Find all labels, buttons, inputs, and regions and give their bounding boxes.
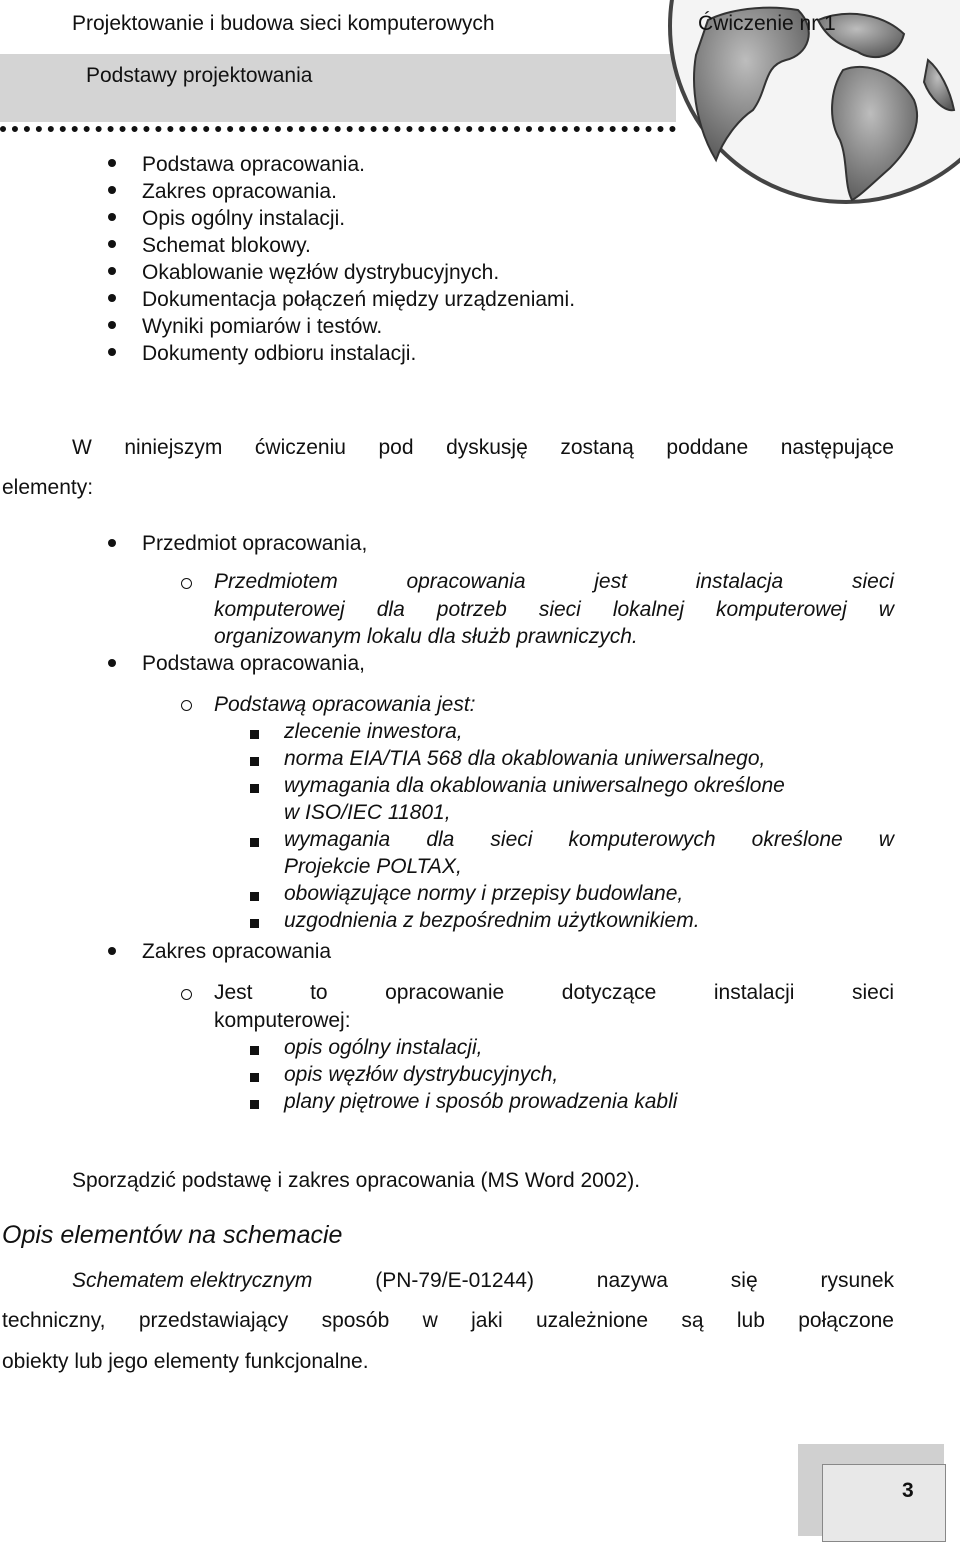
list-item-continuation: Projekcie POLTAX,	[284, 855, 462, 878]
square-bullet-icon	[250, 919, 259, 928]
section-title: Opis elementów na schemacie	[2, 1221, 343, 1249]
list-item: opis ogólny instalacji,	[284, 1036, 483, 1059]
list-item-continuation: w ISO/IEC 11801,	[284, 801, 451, 824]
list-item: wymagania dla okablowania uniwersalnego określone	[284, 774, 785, 797]
section3-lead-line-1	[214, 981, 894, 1005]
list-item	[284, 828, 894, 852]
word: rysunek	[820, 1269, 894, 1292]
word: W	[72, 436, 92, 459]
word: sieci	[851, 570, 894, 593]
list-item: Wyniki pomiarów i testów.	[142, 315, 383, 338]
header-exercise: Ćwiczenie nr 1	[698, 12, 836, 35]
section3-lead-line-2: komputerowej:	[214, 1009, 351, 1032]
list-item: Dokumentacja połączeń między urządzeniami.	[142, 288, 576, 311]
definition-line-3: obiekty lub jego elementy funkcjonalne.	[2, 1350, 369, 1373]
page-number: 3	[902, 1479, 914, 1502]
bullet-icon	[108, 659, 116, 667]
word: opracowania	[406, 570, 526, 593]
definition-line-2	[2, 1309, 894, 1333]
list-item: uzgodnienia z bezpośrednim użytkownikiem.	[284, 909, 700, 932]
word: w	[878, 598, 894, 621]
bullet-icon	[108, 348, 116, 356]
word: uzależnione	[535, 1309, 649, 1332]
word: dyskusję	[446, 436, 528, 459]
list-item: Opis ogólny instalacji.	[142, 207, 346, 230]
bullet-icon	[108, 947, 116, 955]
list-item: Zakres opracowania.	[142, 180, 337, 203]
list-item: Dokumenty odbioru instalacji.	[142, 342, 417, 365]
definition-line-1	[72, 1269, 894, 1293]
word: lokalnej	[612, 598, 685, 621]
list-item: opis węzłów dystrybucyjnych,	[284, 1063, 559, 1086]
circle-bullet-icon	[181, 700, 192, 711]
bullet-icon	[108, 294, 116, 302]
list-item: zlecenie inwestora,	[284, 720, 463, 743]
word: dla	[426, 828, 455, 851]
square-bullet-icon	[250, 757, 259, 766]
page-number-box	[822, 1464, 946, 1542]
square-bullet-icon	[250, 730, 259, 739]
word: określone	[751, 828, 843, 851]
header-subtitle: Podstawy projektowania	[86, 64, 313, 87]
word: sieci	[851, 981, 894, 1004]
word: opracowanie	[385, 981, 505, 1004]
list-item: obowiązujące normy i przepisy budowlane,	[284, 882, 684, 905]
word: instalacji	[713, 981, 795, 1004]
bullet-icon	[108, 539, 116, 547]
word: potrzeb	[436, 598, 507, 621]
header-dotted-rule	[0, 126, 676, 132]
task-instruction: Sporządzić podstawę i zakres opracowania (MS Word 2002).	[72, 1169, 641, 1192]
section2-lead: Podstawą opracowania jest:	[214, 693, 476, 716]
section1-line-1	[214, 570, 894, 594]
word: sposób	[321, 1309, 390, 1332]
word: jest	[594, 570, 627, 593]
circle-bullet-icon	[181, 578, 192, 589]
word: się	[730, 1269, 758, 1292]
list-item: plany piętrowe i sposób prowadzenia kabli	[284, 1090, 678, 1113]
square-bullet-icon	[250, 1100, 259, 1109]
bullet-icon	[108, 321, 116, 329]
word: to	[310, 981, 328, 1004]
section-heading: Podstawa opracowania,	[142, 652, 365, 675]
word: instalacja	[695, 570, 784, 593]
word: komputerowych	[568, 828, 716, 851]
circle-bullet-icon	[181, 989, 192, 1000]
word: (PN-79/E-01244)	[375, 1269, 534, 1292]
term: Schematem elektrycznym	[72, 1269, 313, 1292]
square-bullet-icon	[250, 838, 259, 847]
section1-line-3: organizowanym lokalu dla służb prawniczych.	[214, 625, 638, 648]
list-item: Schemat blokowy.	[142, 234, 311, 257]
list-item: norma EIA/TIA 568 dla okablowania uniwersalnego,	[284, 747, 766, 770]
word: przedstawiający	[138, 1309, 289, 1332]
intro-line-1	[72, 436, 894, 460]
word: techniczny,	[2, 1309, 106, 1332]
header-title: Projektowanie i budowa sieci komputerowych	[72, 12, 495, 35]
list-item: Okablowanie węzłów dystrybucyjnych.	[142, 261, 500, 284]
word: dla	[376, 598, 405, 621]
word: są	[681, 1309, 704, 1332]
bullet-icon	[108, 240, 116, 248]
word: wymagania	[284, 828, 391, 851]
section1-line-2	[214, 598, 894, 622]
bullet-icon	[108, 213, 116, 221]
word: Przedmiotem	[214, 570, 338, 593]
word: Jest	[214, 981, 253, 1004]
word: poddane	[666, 436, 749, 459]
bullet-icon	[108, 159, 116, 167]
word: zostaną	[560, 436, 634, 459]
word: nazywa	[596, 1269, 668, 1292]
word: w	[422, 1309, 438, 1332]
word: w	[878, 828, 894, 851]
section-heading: Przedmiot opracowania,	[142, 532, 368, 555]
word: dotyczące	[561, 981, 657, 1004]
bullet-icon	[108, 267, 116, 275]
section-heading: Zakres opracowania	[142, 940, 332, 963]
word: jaki	[471, 1309, 503, 1332]
word: komputerowej	[214, 598, 345, 621]
word: następujące	[780, 436, 894, 459]
intro-line-2: elementy:	[2, 476, 94, 499]
word: sieci	[538, 598, 581, 621]
word: ćwiczeniu	[254, 436, 346, 459]
word: niniejszym	[124, 436, 223, 459]
word: sieci	[490, 828, 533, 851]
bullet-icon	[108, 186, 116, 194]
square-bullet-icon	[250, 1046, 259, 1055]
square-bullet-icon	[250, 1073, 259, 1082]
word: komputerowej	[716, 598, 847, 621]
word: lub	[736, 1309, 765, 1332]
square-bullet-icon	[250, 784, 259, 793]
word: pod	[378, 436, 414, 459]
list-item: Podstawa opracowania.	[142, 153, 365, 176]
square-bullet-icon	[250, 892, 259, 901]
word: połączone	[798, 1309, 894, 1332]
